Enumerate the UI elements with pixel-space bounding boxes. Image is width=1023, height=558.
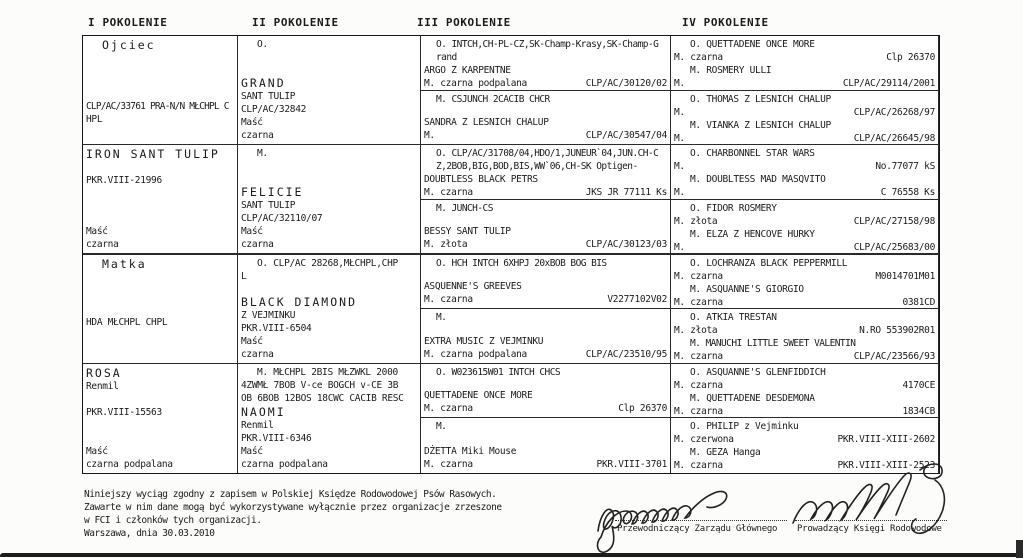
ancestor-pair-cell	[671, 200, 939, 255]
ancestor-pair-cell	[671, 255, 939, 310]
signature-label-chairman: Przewodniczący Zarządu Głównego	[617, 524, 778, 534]
sire-coat-color: M. czarna	[674, 52, 723, 63]
father-coat-color: czarna	[86, 238, 119, 250]
legal-note-line3: w FCI i członków tych organizacji.	[84, 515, 262, 526]
ancestor-name: ARGO Z KARPENTNE	[424, 65, 511, 76]
dam-reg-number: CLP/AC/26645/98	[853, 132, 935, 144]
ancestor-name: QUETTADENE ONCE MORE	[424, 390, 533, 402]
ancestor-sex-titles: M. CSJUNCH 2CACIB CHCR	[436, 93, 550, 105]
dam-reg-number: 1834CB	[902, 405, 935, 417]
sire-coat-color: M. czarna	[674, 379, 723, 391]
ancestor-reg-number: PKR.VIII-6504	[241, 322, 312, 334]
dam-name: M. ROSMERY ULLI	[690, 65, 772, 76]
coat-label: Maść	[241, 117, 263, 129]
ancestor-name: SANDRA Z LESNICH CHALUP	[424, 117, 549, 129]
ancestor-cell	[421, 91, 671, 146]
ancestor-cell	[238, 145, 421, 254]
legal-note-line2: Zawarte w nim dane mogą być wykorzystywane wyłącznie przez organizacje zrzeszone	[84, 502, 502, 513]
ancestor-sex-titles: M.	[436, 312, 447, 324]
ancestor-coat-color: M. złota	[424, 238, 468, 250]
scan-edge-artifact	[0, 553, 1023, 557]
ancestor-cell: M. MŁCHPL 2BIS MŁZWKL 2000 4ZWMŁ 7BOB V-ce BOGCH v-CE 3B OB 6BOB 12BOS 18CWC CACIB RESC NAOMI Renmil PKR.VIII-6346 Maść czarna podpalana	[238, 364, 421, 473]
handwritten-signature-registrar	[793, 464, 944, 533]
sire-coat-color: M. czerwona	[674, 434, 734, 446]
ancestor-coat-color: M. czarna podpalana	[424, 78, 527, 89]
signature-line-chairman	[615, 519, 787, 521]
dam-coat-color: M.	[674, 241, 685, 253]
dam-reg-number: CLP/AC/29114/2001	[842, 78, 935, 89]
ancestor-cell: O. CLP/AC 28268,MŁCHPL,CHP L BLACK DIAMOND Z VEJMINKU PKR.VIII-6504 Maść czarna	[238, 255, 421, 364]
dam-coat-color: M. czarna	[674, 405, 723, 417]
generation-header-4: IV POKOLENIE	[682, 16, 769, 29]
ancestor-cell	[421, 309, 671, 364]
ancestor-cell	[421, 418, 671, 473]
handwritten-signature-chairman	[598, 492, 727, 553]
ancestor-name: GRAND	[241, 76, 286, 91]
ancestor-name: DOUBTLESS BLACK PETRS	[424, 174, 538, 186]
ancestor-reg-number: CLP/AC/30547/04	[585, 130, 667, 142]
sire-reg-number: M0014701M01	[875, 270, 935, 282]
ancestor-coat-color: M. czarna	[424, 403, 473, 415]
father-label: Ojciec	[102, 38, 156, 52]
generation-header-1: I POKOLENIE	[88, 16, 168, 29]
ancestor-name: EXTRA MUSIC Z VEJMINKU	[424, 335, 544, 347]
ancestor-sex-titles: M.	[436, 421, 447, 433]
dam-name: M. DOUBLTESS MAD MASQVITO	[690, 174, 826, 186]
sire-reg-number: PKR.VIII-XIII-2602	[837, 434, 935, 446]
dam-coat-color: M.	[674, 78, 685, 89]
ancestor-reg-number: CLP/AC/30123/03	[585, 238, 667, 250]
sire-coat-color: M. złota	[674, 325, 718, 337]
sire-name: O. PHILIP z Vejminku	[690, 421, 799, 433]
sire-name: O. CHARBONNEL STAR WARS	[690, 148, 815, 160]
mother-titles-line1: HDA MŁCHPL CHPL	[86, 316, 168, 328]
coat-label: Maść	[241, 335, 263, 347]
mother-header-cell	[83, 255, 238, 364]
dam-reg-number: 0381CD	[902, 296, 935, 308]
ancestor-coat-color: czarna	[241, 238, 274, 250]
father-reg-number: PKR.VIII-21996	[86, 175, 162, 187]
pedigree-table	[82, 35, 940, 474]
ancestor-name-line2: SANT TULIP	[241, 199, 296, 211]
dam-reg-number: CLP/AC/23566/93	[853, 351, 935, 363]
sire-coat-color: M.	[674, 106, 685, 118]
ancestor-reg-number: CLP/AC/32842	[241, 104, 307, 116]
ancestor-pair-cell	[671, 309, 939, 364]
sire-coat-color: M. złota	[674, 215, 718, 227]
ancestor-sex-titles: M. MŁCHPL 2BIS MŁZWKL 2000	[257, 366, 398, 378]
dam-name: M. GEZA Hanga	[690, 447, 761, 459]
ancestor-pair-cell	[671, 364, 939, 419]
signature-line-registrar	[795, 519, 947, 521]
dam-coat-color: M.	[674, 187, 685, 199]
dam-name: M. ASQUANNE'S GIORGIO	[690, 283, 804, 295]
ancestor-coat-color: M. czarna	[424, 294, 473, 306]
generation-header-3: III POKOLENIE	[417, 16, 511, 29]
ancestor-reg-number: V2277102V02	[607, 294, 667, 306]
ancestor-coat-color: czarna	[241, 130, 274, 142]
sire-name: O. THOMAS Z LESNICH CHALUP	[690, 93, 831, 105]
sire-reg-number: No.77077 kS	[875, 161, 935, 173]
father-name: IRON SANT TULIP	[86, 147, 220, 162]
dam-coat-color: M. czarna	[674, 296, 723, 308]
ancestor-coat-color: M. czarna podpalana	[424, 348, 527, 360]
father-name-cell	[83, 145, 238, 254]
dam-reg-number: C 76558 Ks	[880, 187, 935, 199]
ancestor-name: BESSY SANT TULIP	[424, 225, 511, 237]
sire-reg-number: Clp 26370	[886, 52, 935, 63]
place-date: Warszawa, dnia 30.03.2010	[84, 528, 215, 539]
dam-coat-color: M. czarna	[674, 351, 723, 363]
ancestor-sex-titles: O. CLP/AC/31708/04,HDO/1,JUNEUR`04,JUN.CH-C	[436, 148, 659, 160]
dam-name: M. QUETTADENE DESDEMONA	[690, 392, 815, 404]
mother-reg-number: PKR.VIII-15563	[86, 406, 162, 418]
ancestor-coat-color: czarna podpalana	[241, 459, 328, 470]
dam-coat-color: M.	[674, 132, 685, 144]
ancestor-cell: O. CLP/AC/31708/04,HDO/1,JUNEUR`04,JUN.CH-C Z,2BOB,BIG,BOD,BIS,WW`06,CH-SK Optigen- DOUBTLESS BLACK PETRS M. czarna JKS JR 77111 Ks	[421, 145, 671, 200]
dam-name: M. ELZA Z HENCOVE HURKY	[690, 228, 815, 240]
ancestor-sex-titles: O. CLP/AC 28268,MŁCHPL,CHP	[257, 257, 398, 269]
sire-reg-number: CLP/AC/26268/97	[853, 106, 935, 118]
ancestor-cell	[238, 36, 421, 145]
ancestor-pair-cell	[671, 418, 939, 473]
dam-reg-number: CLP/AC/25683/00	[853, 241, 935, 253]
ancestor-cell	[421, 255, 671, 310]
ancestor-sex-titles: O. W023615W01 INTCH CHCS	[436, 366, 561, 378]
ancestor-sex-titles: O.	[257, 39, 268, 50]
father-titles-line1: CLP/AC/33761 PRA-N/N MŁCHPL C	[86, 101, 229, 113]
sire-reg-number: CLP/AC/27158/98	[853, 215, 935, 227]
mother-coat-color: czarna podpalana	[86, 459, 173, 470]
ancestor-reg-number: PKR.VIII-6346	[241, 433, 312, 444]
ancestor-sex-titles: M.	[257, 148, 268, 160]
sire-name: O. ATKIA TRESTAN	[690, 312, 777, 324]
legal-note-line1: Niniejszy wyciąg zgodny z zapisem w Polskiej Księdze Rodowodowej Psów Rasowych.	[84, 489, 497, 500]
ancestor-coat-color: M.	[424, 130, 435, 142]
coat-label: Maść	[241, 225, 263, 237]
ancestor-reg-number: CLP/AC/23510/95	[585, 348, 667, 360]
dam-reg-number: PKR.VIII-XIII-2523	[837, 460, 935, 472]
ancestor-reg-number: CLP/AC/30120/02	[585, 78, 667, 89]
sire-name: O. LOCHRANZA BLACK PEPPERMILL	[690, 257, 848, 269]
ancestor-sex-titles: M. JUNCH-CS	[436, 202, 493, 214]
ancestor-name: BLACK DIAMOND	[241, 294, 358, 309]
sire-coat-color: M.	[674, 161, 685, 173]
ancestor-reg-number: Clp 26370	[618, 403, 667, 415]
sire-reg-number: N.RO 553902R01	[859, 325, 935, 337]
sire-reg-number: 4170CE	[902, 379, 935, 391]
dam-name: M. MANUCHI LITTLE SWEET VALENTIN	[690, 338, 856, 350]
ancestor-name: FELICIE	[241, 184, 304, 199]
ancestor-coat-color: M. czarna	[424, 459, 473, 470]
ancestor-name: NAOMI	[241, 405, 286, 419]
ancestor-pair-cell	[671, 145, 939, 200]
ancestor-pair-cell	[671, 36, 939, 91]
ancestor-coat-color: czarna	[241, 348, 274, 360]
dam-coat-color: M. czarna	[674, 460, 723, 472]
sire-coat-color: M. czarna	[674, 270, 723, 282]
ancestor-name-line2: SANT TULIP	[241, 91, 296, 103]
ancestor-pair-cell	[671, 91, 939, 146]
coat-label: Maść	[241, 446, 263, 457]
dam-name: M. VIANKA Z LESNICH CHALUP	[690, 119, 831, 131]
scan-corner-artifact	[1016, 540, 1023, 558]
ancestor-sex-titles: O. HCH INTCH 6XHPJ 20xBOB BOG BIS	[436, 257, 607, 269]
ancestor-name: DŻETTA Miki Mouse	[424, 446, 517, 457]
ancestor-coat-color: M. czarna	[424, 187, 473, 199]
mother-name-cell	[83, 364, 238, 473]
father-titles-line2: HPL	[86, 114, 103, 126]
ancestor-reg-number: PKR.VIII-3701	[596, 459, 667, 470]
generation-header-2: II POKOLENIE	[252, 16, 339, 29]
mother-kennel: Renmil	[86, 380, 119, 392]
signature-label-registrar: Prowadzący Księgi Rodowodowe	[797, 524, 942, 534]
ancestor-cell	[421, 200, 671, 255]
ancestor-cell: O. INTCH,CH-PL-CZ,SK-Champ-Krasy,SK-Champ-G rand ARGO Z KARPENTNE M. czarna podpalana CLP/AC/30120/02	[421, 36, 671, 91]
mother-name: ROSA	[86, 365, 122, 380]
coat-label: Maść	[86, 225, 108, 237]
ancestor-name-line2: Renmil	[241, 420, 274, 431]
sire-name: O. QUETTADENE ONCE MORE	[690, 39, 815, 50]
ancestor-name-line2: Z VEJMINKU	[241, 309, 296, 321]
ancestor-cell	[421, 364, 671, 419]
coat-label: Maść	[86, 446, 108, 457]
sire-name: O. ASQUANNE'S GLENFIDDICH	[690, 366, 826, 378]
legal-note	[84, 488, 502, 540]
mother-label: Matka	[102, 256, 147, 271]
ancestor-reg-number: CLP/AC/32110/07	[241, 212, 323, 224]
ancestor-reg-number: JKS JR 77111 Ks	[585, 187, 667, 199]
father-header-cell	[83, 36, 238, 145]
ancestor-sex-titles: O. INTCH,CH-PL-CZ,SK-Champ-Krasy,SK-Champ-G	[436, 39, 659, 50]
ancestor-name: ASQUENNE'S GREEVES	[424, 281, 522, 293]
sire-name: O. FIDOR ROSMERY	[690, 202, 777, 214]
